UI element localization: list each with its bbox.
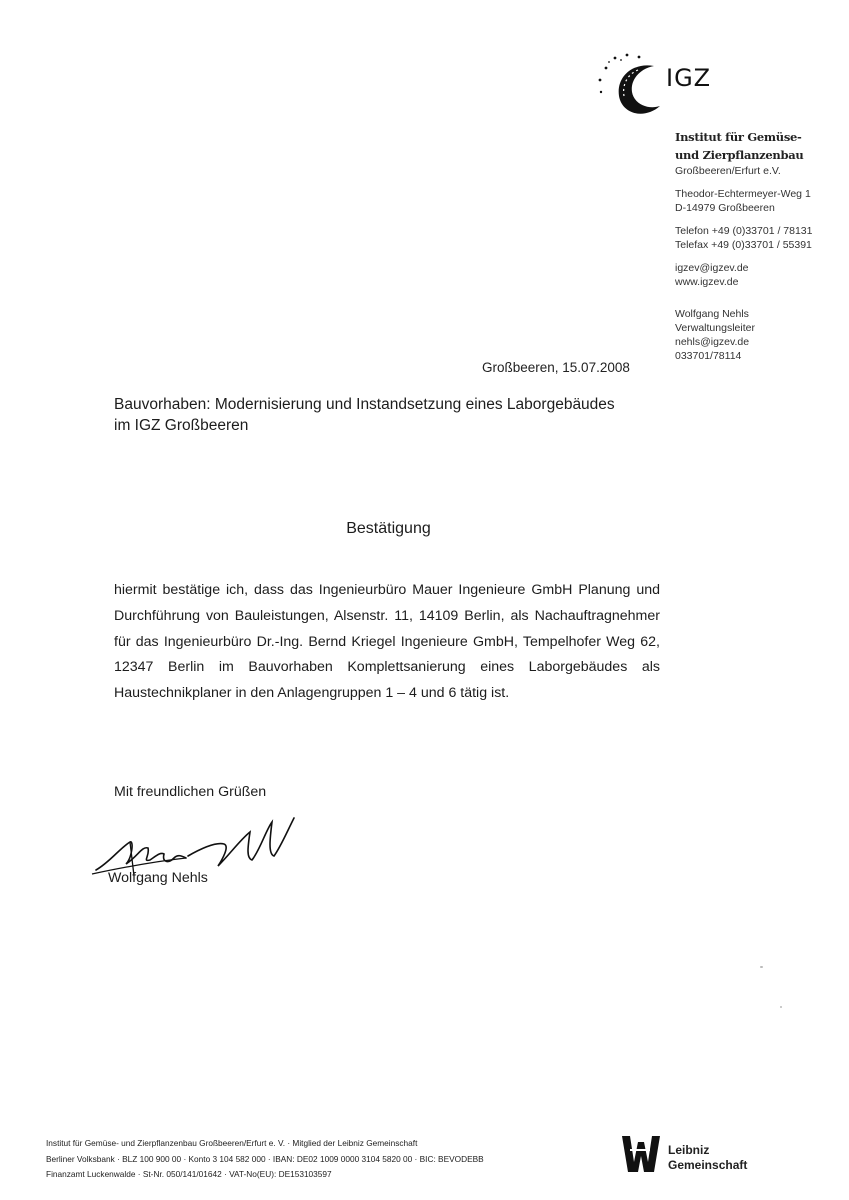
letter-date: Großbeeren, 15.07.2008 xyxy=(482,360,630,375)
letter-body: hiermit bestätige ich, dass das Ingenieurbüro Mauer Ingenieure GmbH Planung und Durchführung von Bauleistungen, Alsenstr. 11, 14109 Berlin, als Nachauftragnehmer für das Ingenieurbüro Dr.-Ing. Bernd Kriegel Ingenieure GmbH, Tempelhofer Weg 62, 12347 Berlin im Bauvorhaben Komplettsanierung eines Laborgebäudes als Haustechnikplaner in den Anlagengruppen 1 – 4 und 6 tätig ist. xyxy=(114,582,660,702)
letter-heading: Bestätigung xyxy=(346,520,431,537)
igz-star-crescent-icon xyxy=(594,52,666,122)
letter-subject xyxy=(114,394,674,436)
footer-line3: Finanzamt Luckenwalde · St-Nr. 050/141/01642 · VAT-No(EU): DE153103597 xyxy=(46,1169,332,1179)
institute-website: www.igzev.de xyxy=(675,276,739,288)
letter-closing: Mit freundlichen Grüßen xyxy=(114,784,267,800)
signer-name: Wolfgang Nehls xyxy=(108,870,208,886)
sender-block xyxy=(675,128,849,363)
footer-line2: Berliner Volksbank · BLZ 100 900 00 · Konto 3 104 582 000 · IBAN: DE02 1009 0000 3104 5820 00 · BIC: BEVODEBB xyxy=(46,1153,484,1164)
institute-email: igzev@igzev.de xyxy=(675,262,749,274)
igz-logo xyxy=(594,52,734,122)
footer-line1: Institut für Gemüse- und Zierpflanzenbau Großbeeren/Erfurt e. V. · Mitglied der Leibniz Gemeinschaft xyxy=(46,1138,418,1148)
contact-phone: 033701/78114 xyxy=(675,350,742,362)
leibniz-line2: Gemeinschaft xyxy=(668,1158,748,1172)
street-address: Theodor-Echtermeyer-Weg 1 xyxy=(675,188,811,200)
logo-text: IGZ xyxy=(666,64,712,92)
institute-name-line1: Institut für Gemüse- xyxy=(675,130,802,144)
letter-footer xyxy=(46,1136,606,1183)
letter-heading-wrap xyxy=(0,520,849,538)
institute-location: Großbeeren/Erfurt e.V. xyxy=(675,165,781,177)
leibniz-logo xyxy=(620,1132,780,1182)
leibniz-line1: Leibniz xyxy=(668,1143,710,1157)
leibniz-name xyxy=(668,1143,747,1173)
institute-name-line2: und Zierpflanzenbau xyxy=(675,148,804,162)
subject-line1: Bauvorhaben: Modernisierung und Instandsetzung eines Laborgebäudes xyxy=(114,396,615,413)
contact-role: Verwaltungsleiter xyxy=(675,322,755,334)
contact-email: nehls@igzev.de xyxy=(675,336,750,348)
scan-speck xyxy=(760,966,763,968)
phone-number: Telefon +49 (0)33701 / 78131 xyxy=(675,225,813,237)
scan-speck xyxy=(780,1006,782,1008)
fax-number: Telefax +49 (0)33701 / 55391 xyxy=(675,239,812,251)
postal-city: D-14979 Großbeeren xyxy=(675,202,775,214)
subject-line2: im IGZ Großbeeren xyxy=(114,417,249,434)
contact-name: Wolfgang Nehls xyxy=(675,308,749,320)
leibniz-wgl-icon xyxy=(620,1132,664,1176)
